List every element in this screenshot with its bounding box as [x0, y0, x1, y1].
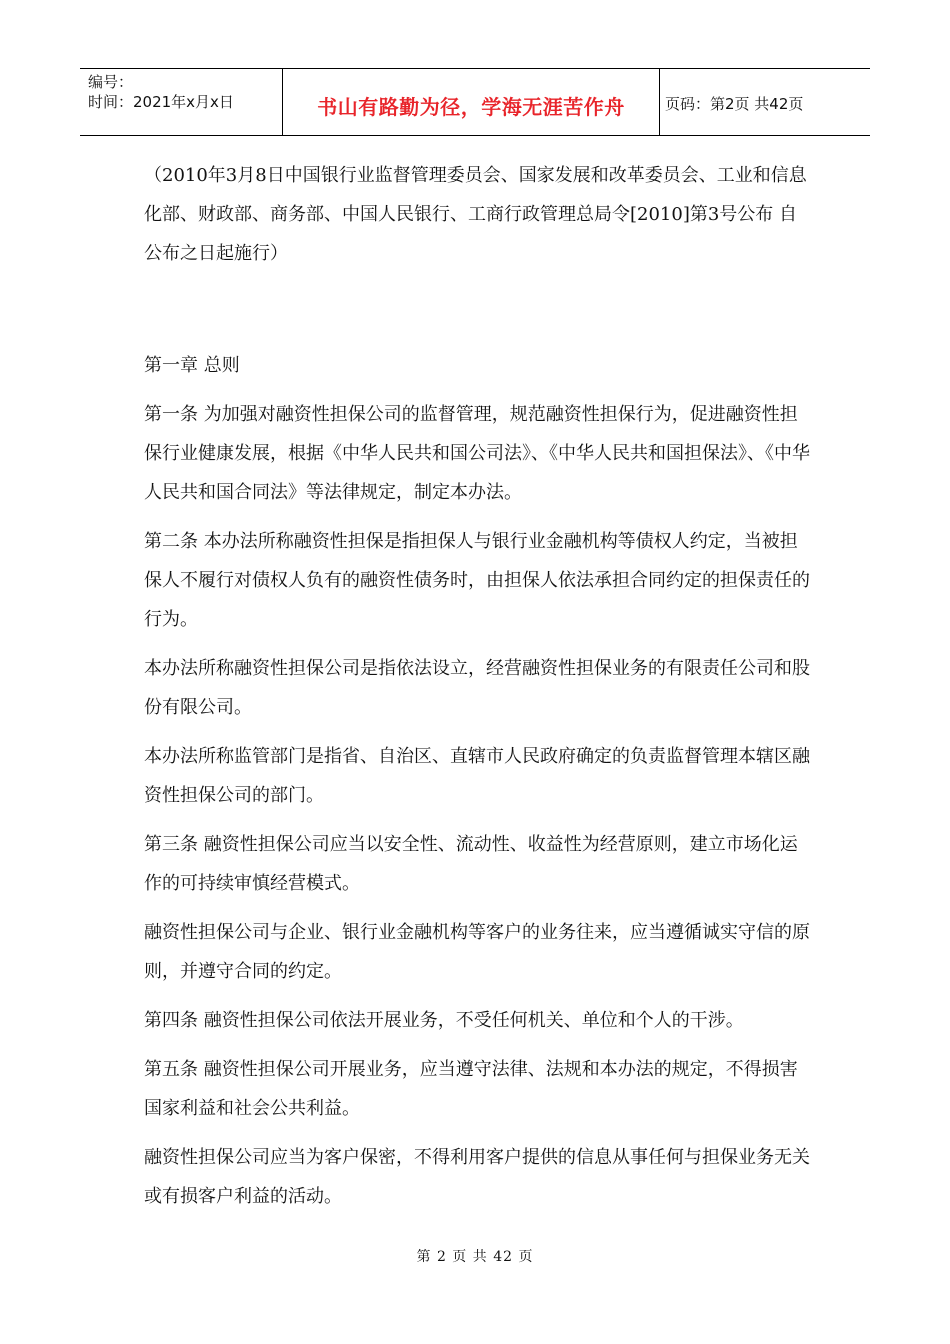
article-3-para-2: 融资性担保公司与企业、银行业金融机构等客户的业务往来，应当遵循诚实守信的原则，并遵守合同的约定。	[144, 922, 810, 982]
document-body	[144, 156, 814, 1216]
intro-paragraph: （2010年3月8日中国银行业监督管理委员会、国家发展和改革委员会、工业和信息化部、财政部、商务部、中国人民银行、工商行政管理总局令[2010]第3号公布 自公布之日起施行）	[144, 165, 807, 264]
document-time-label: 时间：2021年x月x日	[88, 93, 234, 111]
page-header	[80, 68, 870, 136]
header-info-cell	[80, 69, 283, 135]
motto-text: 书山有路勤为径，学海无涯苦作舟	[317, 95, 625, 119]
article-2-para-2: 本办法所称融资性担保公司是指依法设立，经营融资性担保业务的有限责任公司和股份有限公司。	[144, 658, 810, 718]
article-2: 第二条 本办法所称融资性担保是指担保人与银行业金融机构等债权人约定，当被担保人不履行对债权人负有的融资性债务时，由担保人依法承担合同约定的担保责任的行为。	[144, 531, 810, 630]
chapter-heading: 第一章 总则	[144, 355, 240, 376]
page-footer: 第 2 页 共 42 页	[416, 1249, 534, 1265]
header-motto-cell	[283, 69, 660, 135]
article-4: 第四条 融资性担保公司依法开展业务，不受任何机关、单位和个人的干涉。	[144, 1010, 744, 1031]
article-5: 第五条 融资性担保公司开展业务，应当遵守法律、法规和本办法的规定，不得损害国家利益和社会公共利益。	[144, 1059, 798, 1119]
document-number-label: 编号：	[88, 73, 134, 91]
article-2-para-3: 本办法所称监管部门是指省、自治区、直辖市人民政府确定的负责监督管理本辖区融资性担保公司的部门。	[144, 746, 810, 806]
article-1: 第一条 为加强对融资性担保公司的监督管理，规范融资性担保行为，促进融资性担保行业健康发展，根据《中华人民共和国公司法》、《中华人民共和国担保法》、《中华人民共和国合同法》等法律规定，制定本办法。	[144, 404, 810, 503]
header-page-cell	[660, 69, 870, 135]
article-5-para-2: 融资性担保公司应当为客户保密，不得利用客户提供的信息从事任何与担保业务无关或有损客户利益的活动。	[144, 1147, 810, 1207]
header-page-number: 页码：第2页 共42页	[665, 95, 804, 113]
article-3: 第三条 融资性担保公司应当以安全性、流动性、收益性为经营原则，建立市场化运作的可持续审慎经营模式。	[144, 834, 798, 894]
